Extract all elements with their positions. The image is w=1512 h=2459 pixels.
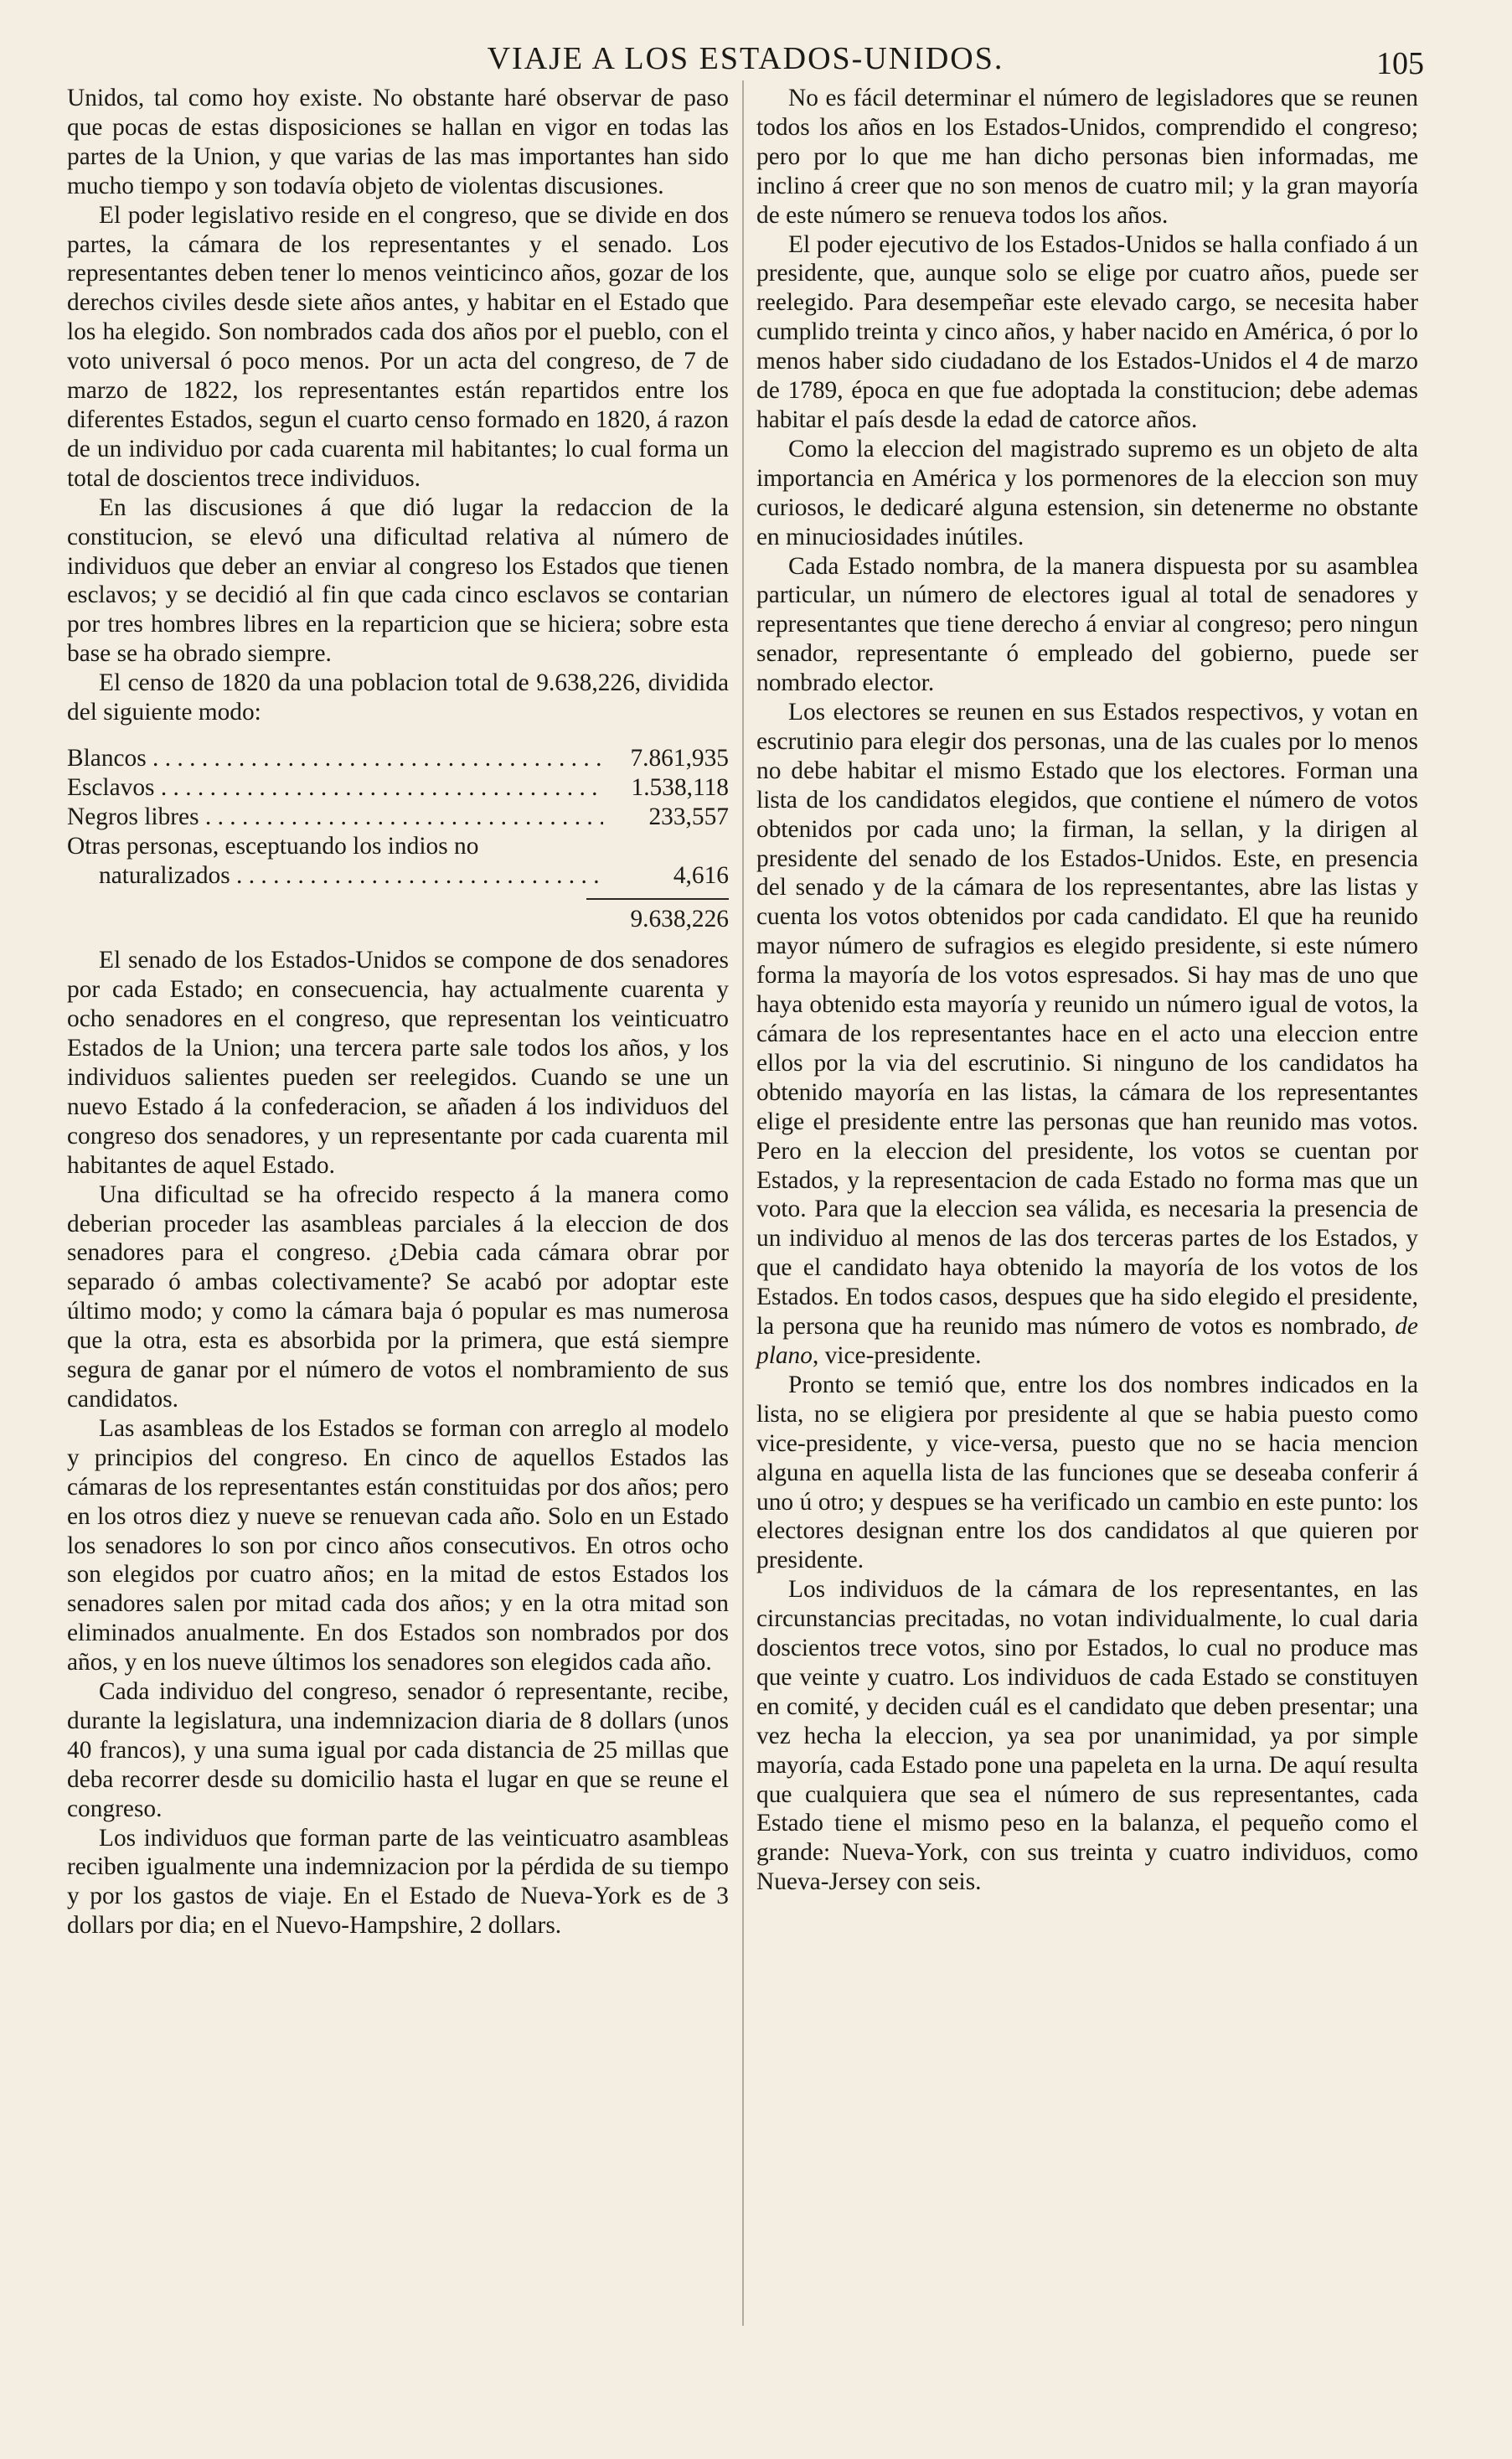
census-row: [67, 803, 729, 832]
census-label: Otras personas, esceptuando los indios no: [67, 832, 479, 860]
census-row: [67, 832, 729, 861]
paragraph: No es fácil determinar el número de legisladores que se reunen todos los años en los Estados-Unidos, comprendido el congreso; pero por lo que me han dicho personas bien informadas, me inclino á creer que no son menos de cuatro mil; y la gran mayoría de este número se renueva todos los años.: [756, 85, 1418, 229]
page-number: 105: [1376, 46, 1424, 81]
census-label: Esclavos . . .: [67, 773, 603, 803]
paragraph: El poder legislativo reside en el congreso, que se divide en dos partes, la cámara de los representantes y el senado. Los representantes deben tener lo menos veinticinco años, gozar de los derechos civiles desde siete años antes, y habitar en el Estado que los ha elegido. Son nombrados cada dos años por el pueblo, con el voto universal ó poco menos. Por un acta del congreso, de 7 de marzo de 1822, los representantes están repartidos entre los diferentes Estados, segun el cuarto censo formado en 1820, á razon de un individuo por cada cuarenta mil habitantes; lo cual forma un total de doscientos trece individuos.: [67, 201, 730, 492]
census-value: 233,557: [648, 803, 729, 830]
paragraph-text: Los electores se reunen en sus Estados respectivos, y votan en escrutinio para elegir dos personas, una de las cuales por lo menos no debe habitar el mismo Estado que los electores. Forman una lista de los candidatos elegidos, que contiene el número de votos obtenidos por cada uno; la firman, la sellan, y la dirigen al presidente del senado de los Estados-Unidos. Este, en presencia del senado y de la cámara de los representantes, abre las listas y cuenta los votos obtenidos por cada candidato. El que ha reunido mayor número de sufragios es elegido presidente, si este número forma la mayoría de los votos espresados. Si hay mas de uno que haya obtenido esta mayoría y reunido un número igual de votos, la cámara de los representantes hace en el acto una eleccion entre ellos por la via del escrutinio. Si ninguno de los candidatos ha obtenido mayoría en las listas, la cámara de los representantes elige el presidente entre las personas que han reunido mas votos. Pero en la eleccion del presidente, los votos se cuentan por Estados, y la representacion de cada Estado no forma mas que un voto. Para que la eleccion sea válida, es necesaria la presencia de un individuo al menos de las dos terceras partes de los Estados, y que el candidato haya obtenido la mayoría de los votos de los Estados. En todos casos, despues que ha sido elegido el presidente, la persona que ha reunido mas número de votos es nombrado,: [756, 699, 1418, 1341]
census-label: naturalizados . . .: [67, 861, 603, 891]
right-column: [756, 84, 1418, 1897]
census-label: Negros libres . . .: [67, 803, 603, 832]
paragraph-text: , vice-presidente.: [812, 1341, 982, 1369]
column-rule: [742, 80, 744, 2326]
paragraph: Cada Estado nombra, de la manera dispuesta por su asamblea particular, un número de electores igual al total de senadores y representantes que tiene derecho á enviar al congreso; pero ningun senador, representante ó empleado del gobierno, puede ser nombrado elector.: [756, 552, 1418, 697]
paragraph: Las asambleas de los Estados se forman con arreglo al modelo y principios del congreso. En cinco de aquellos Estados las cámaras de los representantes están constituidas por dos años; pero en los otros diez y nueve se renuevan cada año. Solo en un Estado los senadores lo son por cinco años consecutivos. En otros ocho son elegidos por cuatro años; en la mitad de estos Estados los senadores salen por mitad cada dos años; y en la otra mitad son eliminados anualmente. En dos Estados son nombrados por dos años, y en los nueve últimos los senadores son elegidos cada año.: [67, 1414, 729, 1676]
paragraph: Los individuos que forman parte de las veinticuatro asambleas reciben igualmente una indemnizacion por la pérdida de su tiempo y por los gastos de viaje. En el Estado de Nueva-York es de 3 dollars por dia; en el Nuevo-Hampshire, 2 dollars.: [67, 1824, 729, 1940]
paragraph: [756, 698, 1418, 1371]
paragraph: Una dificultad se ha ofrecido respecto á la manera como deberian proceder las asambleas parciales á la eleccion de dos senadores para el congreso. ¿Debia cada cámara obrar por separado ó ambas colectivamente? Se acabó por adoptar este último modo; y como la cámara baja ó popular es mas numerosa que la otra, esta es absorbida por la primera, que está siempre segura de ganar por el número de votos el nombramiento de sus candidatos.: [67, 1180, 729, 1413]
paragraph: Unidos, tal como hoy existe. No obstante haré observar de paso que pocas de estas disposiciones se hallan en vigor en todas las partes de la Union, y que varias de las mas importantes han sido mucho tiempo y son todavía objeto de violentas discusiones.: [67, 85, 729, 199]
census-label: Blancos . . .: [67, 744, 603, 773]
census-total: 9.638,226: [586, 898, 729, 934]
italic-phrase: de plano: [756, 1313, 1418, 1369]
paragraph: El senado de los Estados-Unidos se compone de dos senadores por cada Estado; en consecuencia, hay actualmente cuarenta y ocho senadores en el congreso, que representan los veinticuatro Estados de la Union; una tercera parte sale todos los años, y los individuos salientes pueden ser reelegidos. Cuando se une un nuevo Estado á la confederacion, se añaden á los individuos del congreso dos senadores, y un representante por cada cuarenta mil habitantes de aquel Estado.: [67, 947, 729, 1179]
paragraph: Como la eleccion del magistrado supremo es un objeto de alta importancia en América y los pormenores de la eleccion son muy curiosos, le dedicaré alguna estension, sin detenerme no obstante en minuciosidades inútiles.: [756, 435, 1418, 550]
paragraph: El poder ejecutivo de los Estados-Unidos se halla confiado á un presidente, que, aunque solo se elige por cuatro años, puede ser reelegido. Para desempeñar este elevado cargo, se necesita haber cumplido treinta y cinco años, y haber nacido en América, ó por lo menos haber sido ciudadano de los Estados-Unidos el 4 de marzo de 1789, época en que fue adoptada la constitucion; debe ademas habitar el país desde la edad de catorce años.: [756, 230, 1418, 433]
census-value: 1.538,118: [631, 773, 729, 801]
paragraph: Los individuos de la cámara de los representantes, en las circunstancias precitadas, no votan individualmente, lo cual daria doscientos trece votos, sino por Estados, lo cual no produce mas que veinte y cuatro. Los individuos de cada Estado se constituyen en comité, y deciden cuál es el candidato que deben presentar; una vez hecha la eleccion, ya sea por unanimidad, ya por simple mayoría, cada Estado pone una papeleta en la urna. De aquí resulta que cualquiera que sea el número de sus representantes, cada Estado tiene el mismo peso en la balanza, el pequeño como el grande: Nueva-York, con sus treinta y cuatro individuos, como Nueva-Jersey con seis.: [756, 1576, 1418, 1896]
left-column: [67, 84, 729, 1940]
paragraph: En las discusiones á que dió lugar la redaccion de la constitucion, se elevó una dificultad relativa al número de individuos que deber an enviar al congreso los Estados que tienen esclavos; y se decidió al fin que cada cinco esclavos se contarian por tres hombres libres en la reparticion que se hiciera; sobre esta base se ha obrado siempre.: [67, 493, 729, 668]
paragraph: El censo de 1820 da una poblacion total de 9.638,226, dividida del siguiente modo:: [67, 669, 729, 726]
census-table: [67, 744, 729, 934]
census-row: [67, 744, 729, 773]
paragraph: Cada individuo del congreso, senador ó representante, recibe, durante la legislatura, una indemnizacion diaria de 8 dollars (unos 40 francos), y una suma igual por cada distancia de 25 millas que deba recorrer desde su domicilio hasta el lugar en que se reune el congreso.: [67, 1678, 729, 1822]
running-title: VIAJE A LOS ESTADOS-UNIDOS.: [487, 41, 1004, 76]
running-head: [67, 40, 1424, 84]
census-row: [67, 773, 729, 803]
paragraph: Pronto se temió que, entre los dos nombres indicados en la lista, no se eligiera por presidente al que se habia puesto como vice-presidente, y vice-versa, puesto que no se hacia mencion alguna en aquella lista de las funciones que se deseaba conferir á uno ú otro; y despues se ha verificado un cambio en este punto: los electores designan entre los dos candidatos al que quieren por presidente.: [756, 1371, 1418, 1574]
census-value: 7.861,935: [630, 744, 729, 772]
census-row: [67, 861, 729, 891]
census-value: 4,616: [673, 861, 729, 889]
